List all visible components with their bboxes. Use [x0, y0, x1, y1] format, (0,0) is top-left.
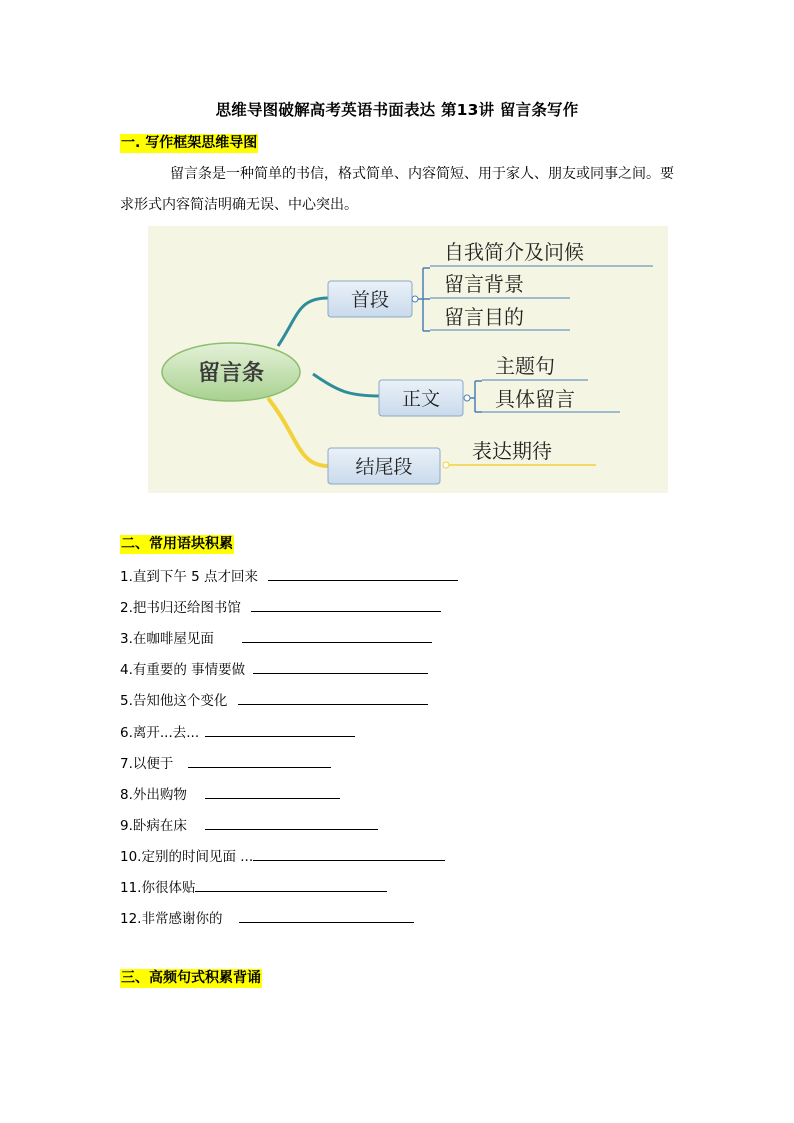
answer-blank[interactable]	[188, 754, 331, 768]
section-3-heading: 三、高频句式积累背诵	[121, 970, 261, 986]
answer-blank[interactable]	[205, 723, 355, 737]
branch-label-shouduan: 首段	[350, 289, 390, 311]
list-item: 4.有重要的 事情要做	[120, 660, 428, 679]
answer-blank[interactable]	[195, 878, 387, 892]
list-item: 3.在咖啡屋见面	[120, 629, 432, 648]
list-item: 2.把书归还给图书馆	[120, 598, 441, 617]
leaf-shouduan-1: 自我简介及问候	[444, 240, 584, 264]
expand-dot-shouduan	[412, 296, 418, 302]
answer-blank[interactable]	[205, 785, 340, 799]
leaf-zhengwen-2: 具体留言	[495, 387, 575, 411]
section-1-heading: 一. 写作框架思维导图	[121, 135, 258, 151]
answer-blank[interactable]	[251, 598, 441, 612]
list-item: 7.以便于	[120, 754, 331, 773]
expand-dot-jieweiduan	[443, 462, 449, 468]
mind-map	[148, 226, 668, 493]
list-item: 10.定别的时间见面 ...	[120, 847, 445, 866]
intro-paragraph	[120, 159, 680, 221]
section-2-heading: 二、常用语块积累	[121, 536, 233, 552]
answer-blank[interactable]	[253, 660, 428, 674]
answer-blank[interactable]	[242, 629, 432, 643]
list-item: 5.告知他这个变化	[120, 691, 428, 710]
intro-paragraph-text: 留言条是一种简单的书信，格式简单、内容简短、用于家人、朋友或同事之间。要求形式内容简洁明确无误、中心突出。	[120, 166, 674, 213]
leaf-jieweiduan-1: 表达期待	[472, 439, 552, 463]
list-item: 1.直到下午 5 点才回来	[120, 567, 458, 586]
answer-blank[interactable]	[205, 816, 378, 830]
center-node-label: 留言条	[197, 361, 265, 386]
list-item: 8.外出购物	[120, 785, 340, 804]
page-title: 思维导图破解高考英语书面表达 第13讲 留言条写作	[215, 101, 579, 119]
list-item: 12.非常感谢你的	[120, 909, 414, 928]
leaf-shouduan-3: 留言目的	[444, 305, 524, 329]
list-item: 11.你很体贴	[120, 878, 387, 897]
branch-label-zhengwen: 正文	[401, 388, 441, 410]
list-item: 9.卧病在床	[120, 816, 378, 835]
leaf-shouduan-2: 留言背景	[444, 272, 524, 296]
connector-zhengwen	[313, 374, 380, 396]
connector-shouduan	[278, 298, 328, 346]
branch-label-jieweiduan: 结尾段	[355, 456, 413, 478]
answer-blank[interactable]	[238, 691, 428, 705]
leaf-zhengwen-1: 主题句	[495, 354, 555, 378]
answer-blank[interactable]	[253, 847, 445, 861]
list-item: 6.离开...去...	[120, 723, 355, 742]
connector-jieweiduan	[268, 398, 328, 466]
answer-blank[interactable]	[239, 909, 414, 923]
expand-dot-zhengwen	[464, 395, 470, 401]
answer-blank[interactable]	[268, 567, 458, 581]
